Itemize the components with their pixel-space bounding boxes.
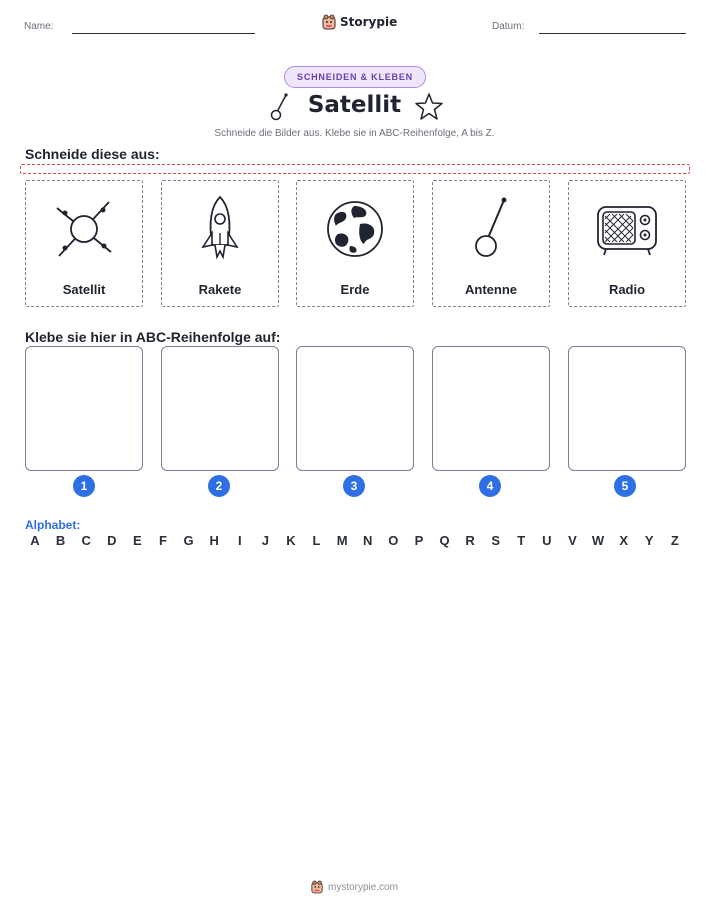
alphabet-letter: P: [414, 533, 424, 548]
slot-number-2: 2: [208, 475, 230, 497]
slot-number-4: 4: [479, 475, 501, 497]
cut-card-satellite[interactable]: [25, 180, 143, 307]
cut-card-radio[interactable]: [568, 180, 686, 307]
alphabet-letter: Q: [439, 533, 450, 548]
storypie-mascot-icon: [322, 14, 336, 30]
instructions: Schneide die Bilder aus. Klebe sie in ABC-Reihenfolge, A bis Z.: [214, 128, 495, 139]
satellite-icon: [49, 194, 119, 264]
storypie-mascot-icon: [311, 880, 323, 894]
alphabet-letter: R: [465, 533, 475, 548]
antenna-icon: [466, 194, 516, 264]
name-field-line[interactable]: [72, 33, 255, 34]
cut-card-label: Rakete: [198, 282, 242, 297]
earth-icon: [324, 198, 386, 260]
page-header: [0, 12, 709, 42]
slot-number-3: 3: [343, 475, 365, 497]
alphabet-letter: O: [388, 533, 399, 548]
paste-box-4[interactable]: [432, 346, 550, 471]
alphabet-letter: A: [30, 533, 40, 548]
alphabet-letter: D: [107, 533, 117, 548]
date-label: Datum:: [492, 21, 525, 32]
paste-box-2[interactable]: [161, 346, 279, 471]
alphabet-letter: T: [517, 533, 526, 548]
page-footer: [0, 880, 709, 894]
alphabet-letter: N: [363, 533, 373, 548]
footer-url: mystorypie.com: [327, 881, 398, 893]
alphabet-letter: U: [542, 533, 552, 548]
star-icon: [414, 92, 444, 122]
cut-card-label: Antenne: [465, 282, 517, 297]
cut-section-label: Schneide diese aus:: [25, 146, 160, 162]
slot-number-1: 1: [73, 475, 95, 497]
alphabet-letter: C: [81, 533, 91, 548]
activity-badge: SCHNEIDEN & KLEBEN: [284, 66, 426, 88]
slot-number-5: 5: [614, 475, 636, 497]
paste-box-3[interactable]: [296, 346, 414, 471]
rocket-icon: [195, 193, 245, 265]
alphabet-letter: H: [209, 533, 219, 548]
alphabet-label: Alphabet:: [25, 518, 81, 532]
brand-logo: [322, 12, 397, 32]
alphabet-letter: M: [336, 533, 348, 548]
page-title: Satellit: [307, 92, 402, 118]
cut-card-label: Erde: [340, 282, 370, 297]
name-label: Name:: [24, 21, 54, 32]
cut-card-earth[interactable]: [296, 180, 414, 307]
cut-card-label: Satellit: [62, 282, 106, 297]
brand-name: Storypie: [340, 15, 398, 29]
cut-card-label: Radio: [608, 282, 646, 297]
alphabet-letter: Y: [644, 533, 654, 548]
alphabet-letter: J: [261, 533, 269, 548]
cut-card-antenna[interactable]: [432, 180, 550, 307]
alphabet-letter: I: [237, 533, 242, 548]
radio-icon: [594, 199, 660, 259]
alphabet-letter: V: [568, 533, 577, 548]
paste-box-5[interactable]: [568, 346, 686, 471]
cut-card-rocket[interactable]: [161, 180, 279, 307]
alphabet-letter: G: [183, 533, 194, 548]
paste-box-1[interactable]: [25, 346, 143, 471]
alphabet-letter: W: [591, 533, 605, 548]
date-field-line[interactable]: [539, 33, 686, 34]
paste-section-label: Klebe sie hier in ABC-Reihenfolge auf:: [25, 329, 281, 345]
alphabet-letter: E: [133, 533, 142, 548]
alphabet-letter: L: [312, 533, 321, 548]
title-row: [0, 90, 709, 126]
cut-line: [20, 164, 690, 174]
alphabet-letter: K: [286, 533, 296, 548]
alphabet-letter: Z: [670, 533, 679, 548]
alphabet-letter: B: [55, 533, 66, 548]
alphabet-row: [25, 533, 685, 551]
alphabet-letter: S: [491, 533, 501, 548]
alphabet-letter: F: [158, 533, 167, 548]
alphabet-letter: X: [619, 533, 628, 548]
